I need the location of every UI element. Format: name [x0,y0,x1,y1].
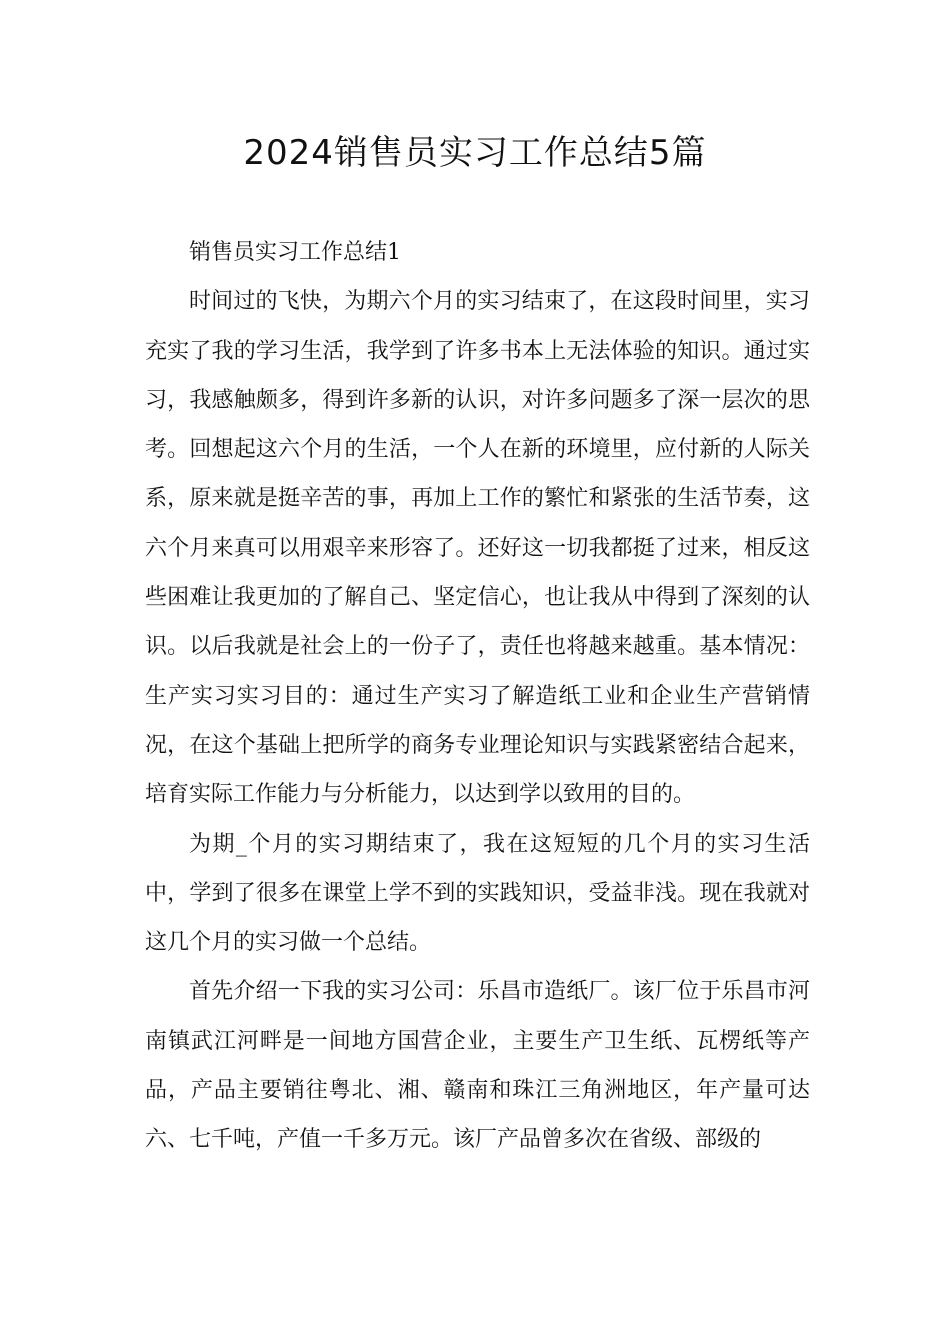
body-paragraph: 为期_个月的实习期结束了，我在这短短的几个月的实习生活中，学到了很多在课堂上学不到的实践知识，受益非浅。现在我就对这几个月的实习做一个总结。 [145,831,810,956]
document-body [145,228,810,1165]
body-paragraph: 时间过的飞快，为期六个月的实习结束了，在这段时间里，实习充实了我的学习生活，我学到了许多书本上无法体验的知识。通过实习，我感触颇多，得到许多新的认识，对许多问题多了深一层次的思考。回想起这六个月的生活，一个人在新的环境里，应付新的人际关系，原来就是挺辛苦的事，再加上工作的繁忙和紧张的生活节奏，这六个月来真可以用艰辛来形容了。还好这一切我都挺了过来，相反这些困难让我更加的了解自己、坚定信心，也让我从中得到了深刻的认识。以后我就是社会上的一份子了，责任也将越来越重。基本情况：生产实习实习目的：通过生产实习了解造纸工业和企业生产营销情况，在这个基础上把所学的商务专业理论知识与实践紧密结合起来，培育实际工作能力与分析能力，以达到学以致用的目的。 [145,289,810,808]
section-heading: 销售员实习工作总结1 [189,240,401,265]
document-title: 2024销售员实习工作总结5篇 [243,133,707,173]
body-paragraph: 首先介绍一下我的实习公司：乐昌市造纸厂。该厂位于乐昌市河南镇武江河畔是一间地方国营企业，主要生产卫生纸、瓦楞纸等产品，产品主要销往粤北、湘、赣南和珠江三角洲地区，年产量可达六、七千吨，产值一千多万元。该厂产品曾多次在省级、部级的 [145,979,810,1153]
